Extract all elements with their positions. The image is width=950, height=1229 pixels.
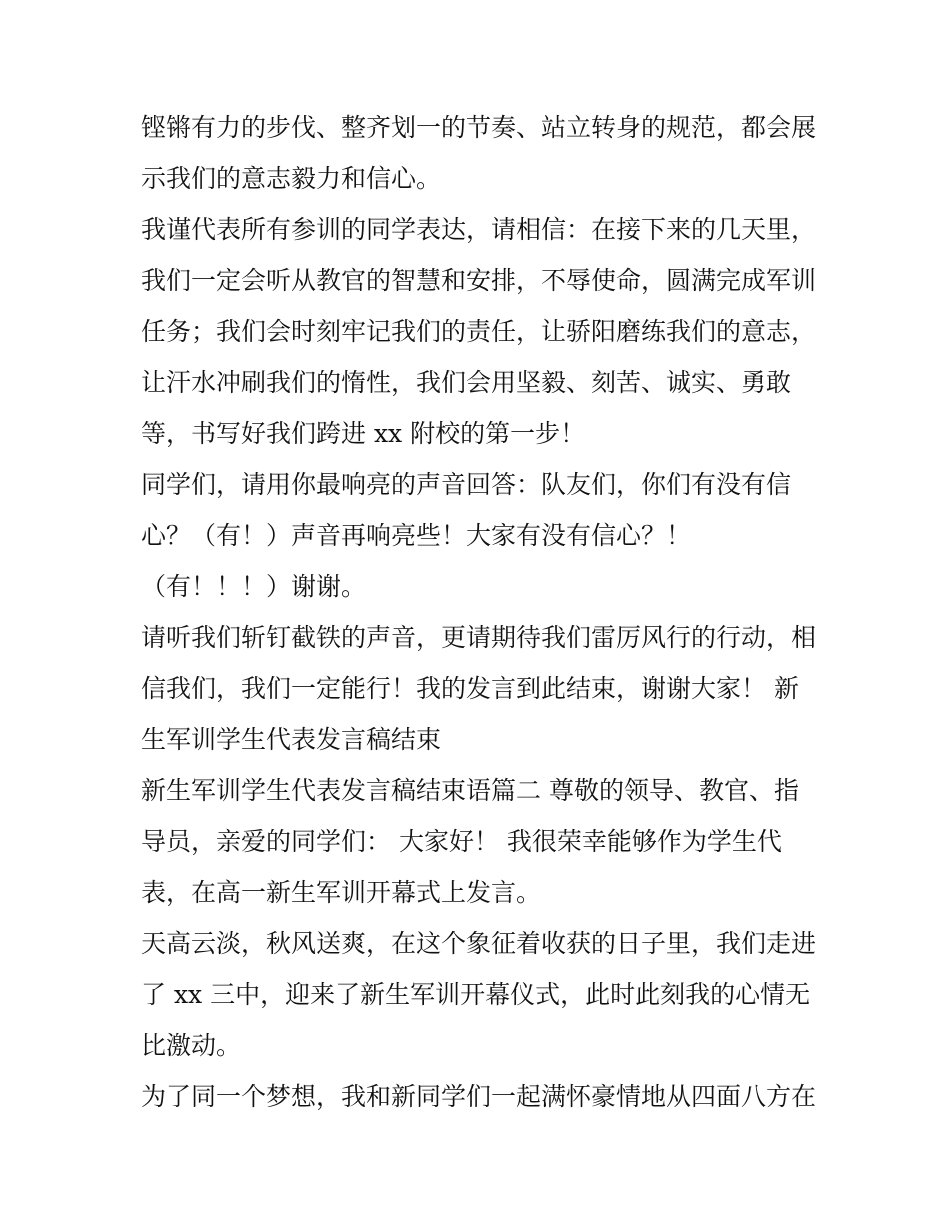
text-line: 了 xx 三中，迎来了新生军训开幕仪式，此时此刻我的心情无	[141, 980, 811, 1009]
text-line: 导员，亲爱的同学们： 大家好！ 我很荣幸能够作为学生代	[141, 827, 782, 856]
text-line: 等，书写好我们跨进 xx 附校的第一步！	[141, 419, 586, 448]
text-line: 铿锵有力的步伐、整齐划一的节奏、站立转身的规范，都会展	[141, 113, 817, 142]
text-line: 表，在高一新生军训开幕式上发言。	[141, 878, 542, 907]
text-line: 为了同一个梦想，我和新同学们一起满怀豪情地从四面八方在	[141, 1082, 817, 1111]
text-line: 信我们，我们一定能行！我的发言到此结束，谢谢大家！ 新	[141, 674, 799, 703]
text-line: 生军训学生代表发言稿结束	[141, 725, 442, 754]
text-line: 我们一定会听从教官的智慧和安排，不辱使命，圆满完成军训	[141, 266, 817, 295]
text-line: 同学们，请用你最响亮的声音回答：队友们，你们有没有信	[141, 470, 792, 499]
text-line: 新生军训学生代表发言稿结束语篇二 尊敬的领导、教官、指	[141, 776, 799, 805]
text-line: 示我们的意志毅力和信心。	[141, 164, 442, 193]
text-line: 请听我们斩钉截铁的声音，更请期待我们雷厉风行的行动，相	[141, 623, 817, 652]
text-line: （有！！！）谢谢。	[141, 572, 367, 601]
text-line: 心？（有！）声音再响亮些！大家有没有信心？！	[141, 521, 692, 550]
text-line: 天高云淡，秋风送爽，在这个象征着收获的日子里，我们走进	[141, 929, 817, 958]
text-line: 比激动。	[141, 1031, 242, 1060]
text-line: 让汗水冲刷我们的惰性，我们会用坚毅、刻苦、诚实、勇敢	[141, 368, 792, 397]
text-line: 任务；我们会时刻牢记我们的责任，让骄阳磨练我们的意志，	[141, 317, 817, 346]
text-line: 我谨代表所有参训的同学表达，请相信：在接下来的几天里，	[141, 215, 817, 244]
